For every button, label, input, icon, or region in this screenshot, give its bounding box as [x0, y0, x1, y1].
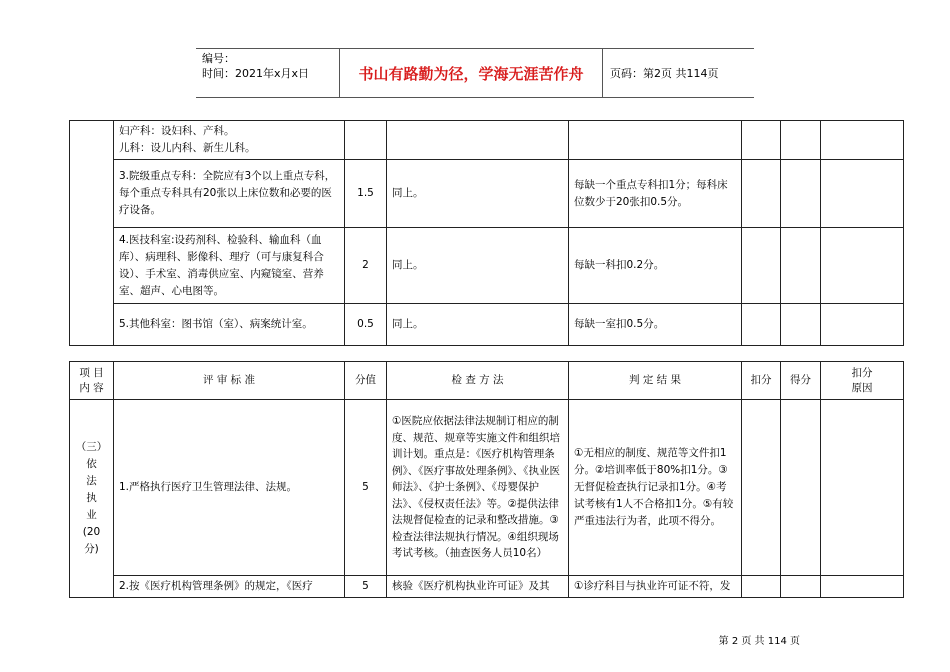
score-cell: 1.5 — [345, 160, 387, 228]
header-score: 分值 — [345, 362, 387, 400]
header-got: 得分 — [781, 362, 821, 400]
reason-cell — [821, 400, 904, 576]
header-row — [70, 362, 904, 400]
standard-cell: 1.严格执行医疗卫生管理法律、法规。 — [114, 400, 345, 576]
table-row — [70, 304, 904, 346]
standard-cell: 4.医技科室:设药剂科、检验科、输血科（血库）、病理科、影像科、理疗（可与康复科合设）、手术室、消毒供应室、内窥镜室、营养室、超声、心电图等。 — [114, 228, 345, 304]
score-cell: 0.5 — [345, 304, 387, 346]
deduct-cell — [742, 228, 781, 304]
reason-cell — [821, 228, 904, 304]
reason-cell — [821, 304, 904, 346]
standard-cell: 妇产科：设妇科、产科。 儿科：设儿内科、新生儿科。 — [114, 121, 345, 160]
table-row — [70, 576, 904, 598]
header-info — [196, 49, 340, 97]
result-cell: ①诊疗科目与执业许可证不符，发 — [569, 576, 742, 598]
deduct-cell — [742, 160, 781, 228]
departments-table — [69, 120, 904, 346]
table-row — [70, 160, 904, 228]
score-cell: 2 — [345, 228, 387, 304]
deduct-cell — [742, 576, 781, 598]
header-reason: 扣分 原因 — [821, 362, 904, 400]
got-cell — [781, 576, 821, 598]
score-cell: 5 — [345, 400, 387, 576]
reason-cell — [821, 160, 904, 228]
time-label: 时间：2021年x月x日 — [202, 67, 310, 80]
got-cell — [781, 304, 821, 346]
score-cell — [345, 121, 387, 160]
deduct-cell — [742, 400, 781, 576]
header-item: 项 目 内 容 — [70, 362, 114, 400]
standard-cell: 5.其他科室：图书馆（室）、病案统计室。 — [114, 304, 345, 346]
deduct-cell — [742, 304, 781, 346]
result-cell: 每缺一科扣0.2分。 — [569, 228, 742, 304]
page-header — [196, 48, 754, 98]
reason-cell — [821, 121, 904, 160]
method-cell: 同上。 — [387, 228, 569, 304]
got-cell — [781, 121, 821, 160]
standard-cell: 3.院级重点专科：全院应有3个以上重点专科，每个重点专科具有20张以上床位数和必要的医疗设备。 — [114, 160, 345, 228]
header-result: 判 定 结 果 — [569, 362, 742, 400]
method-cell: 同上。 — [387, 304, 569, 346]
got-cell — [781, 228, 821, 304]
header-motto: 书山有路勤为径，学海无涯苦作舟 — [340, 49, 603, 97]
score-cell: 5 — [345, 576, 387, 598]
table-row — [70, 228, 904, 304]
got-cell — [781, 400, 821, 576]
header-standard: 评 审 标 准 — [114, 362, 345, 400]
method-cell — [387, 121, 569, 160]
result-cell: 每缺一室扣0.5分。 — [569, 304, 742, 346]
standard-cell: 2.按《医疗机构管理条例》的规定，《医疗 — [114, 576, 345, 598]
header-method: 检 查 方 法 — [387, 362, 569, 400]
table-row — [70, 400, 904, 576]
deduct-cell — [742, 121, 781, 160]
method-cell: 核验《医疗机构执业许可证》及其 — [387, 576, 569, 598]
page-footer: 第 2 页 共 114 页 — [718, 636, 800, 647]
method-cell: ①医院应依据法律法规制订相应的制度、规范、规章等实施文件和组织培训计划。重点是：《医疗机构管理条例》、《医疗事故处理条例》、《执业医师法》、《护士条例》、《母婴保护法》、《侵权责任法》等。②提供法律法规督促检查的记录和整改措施。③检查法律法规执行情况。④组织现场考试考核。（抽查医务人员10名） — [387, 400, 569, 576]
number-label: 编号： — [202, 52, 235, 65]
table-row — [70, 121, 904, 160]
result-cell — [569, 121, 742, 160]
result-cell: 每缺一个重点专科扣1分；每科床位数少于20张扣0.5分。 — [569, 160, 742, 228]
item-cell — [70, 121, 114, 346]
result-cell: ①无相应的制度、规范等文件扣1分。②培训率低于80%扣1分。③无督促检查执行记录扣1分。④考试考核有1人不合格扣1分。⑤有较严重违法行为者，此项不得分。 — [569, 400, 742, 576]
reason-cell — [821, 576, 904, 598]
section-label: （三） 依 法 执 业 (20 分) — [70, 400, 114, 598]
header-page-label: 页码：第2页 共114页 — [610, 67, 719, 80]
header-deduct: 扣分 — [742, 362, 781, 400]
law-compliance-table — [69, 361, 904, 598]
method-cell: 同上。 — [387, 160, 569, 228]
got-cell — [781, 160, 821, 228]
